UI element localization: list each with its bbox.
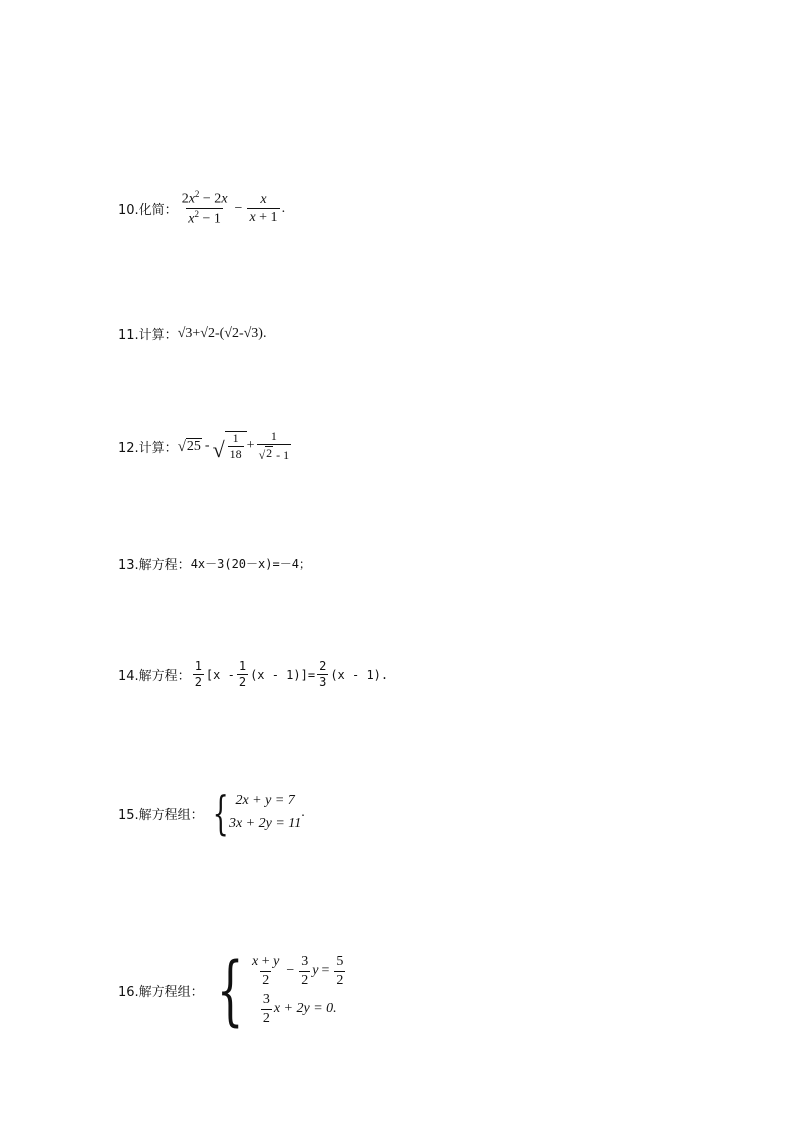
problem-10 [118,190,285,227]
expression: $\frac{2x^2 - 2x}{x^2 - 1}$ − $\frac{x}{x + 1}$ . [181,189,286,227]
problem-label: 15.解方程组： [118,807,204,823]
expression: √3+√2-(√2-√3). [177,325,267,341]
problem-label: 11.计算： [118,328,178,343]
punct: . [281,200,286,216]
problem-16 [118,945,347,1034]
equation-1: $\frac{x + y}{2}$ − $\frac{3}{2}$ y = $\frac{5}{2}$ [252,954,344,988]
equation-2: $\frac{3}{2}$ x + 2y = 0. [262,992,337,1026]
equation-system [206,945,348,1034]
fraction: $\frac{x}{x + 1}$ [249,191,278,226]
brace-icon: { [212,786,229,840]
equation-2-text: x + 2y = 0. [273,1000,337,1016]
problem-label: 12.计算： [118,440,178,456]
expression: 4x－3(20－x)=－4； [190,557,311,571]
equation-2: 3x + 2y = 11 [228,816,302,832]
problem-14 [118,660,388,689]
problem-15 [118,786,305,840]
fraction: $\frac{2x^2 - 2x}{x^2 - 1}$ [181,189,228,227]
problem-label: 10.化简： [118,203,178,219]
problem-12 [118,430,293,462]
problem-label: 14.解方程： [118,669,191,685]
problem-label: 16.解方程组： [118,984,204,1000]
punct: . [301,805,305,820]
expression: √ 25 - √ $\frac{1}{18}$ + 1 √ 2 - 1 [177,429,290,463]
problem-11 [118,324,266,343]
problem-13 [118,554,311,573]
expression: $\frac{1}{2}$ [x - $\frac{1}{2}$ (x - 1)]= $\frac{2}{3}$ (x - 1). [194,659,389,690]
equation-1: 2x + y = 7 [235,793,295,809]
brace-icon: { [216,945,244,1034]
problem-label: 13.解方程： [118,558,191,573]
equation-system [206,786,305,840]
